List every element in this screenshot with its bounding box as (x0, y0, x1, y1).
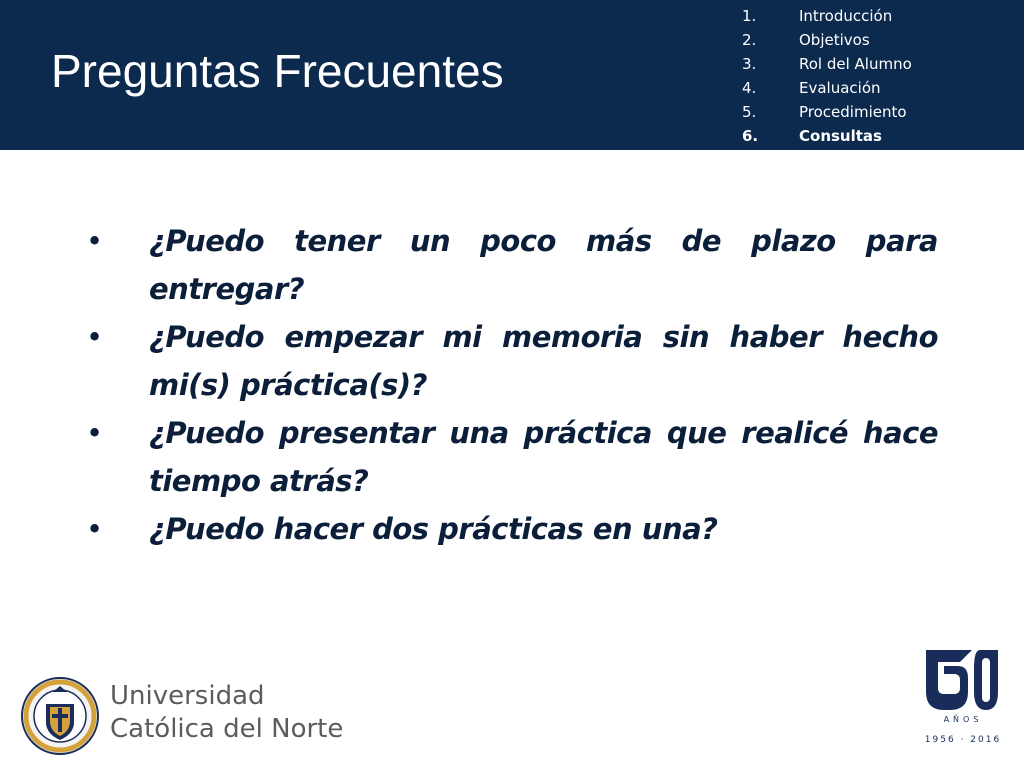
faq-question: ¿Puedo empezar mi memoria sin haber hecho mi(s) práctica(s)? (149, 320, 938, 402)
university-name-line2: Católica del Norte (110, 714, 344, 744)
toc-item[interactable] (742, 100, 912, 124)
toc-label: Evaluación (799, 79, 881, 97)
university-seal-logo (20, 676, 100, 761)
toc-item[interactable] (742, 52, 912, 76)
faq-question: ¿Puedo tener un poco más de plazo para entregar? (149, 224, 938, 306)
toc-number: 5. (742, 103, 757, 121)
faq-list (86, 217, 938, 553)
toc-item[interactable] (742, 4, 912, 28)
bullet-icon: • (86, 512, 103, 546)
faq-item (86, 505, 938, 553)
university-name (110, 680, 343, 746)
page-title: Preguntas Frecuentes (51, 45, 504, 97)
faq-item (86, 217, 938, 313)
bullet-icon: • (86, 416, 103, 450)
toc-number: 6. (742, 127, 759, 145)
toc-number: 2. (742, 31, 757, 49)
toc-label: Introducción (799, 7, 893, 25)
toc-label: Objetivos (799, 31, 870, 49)
toc-item[interactable] (742, 76, 912, 100)
faq-question: ¿Puedo presentar una práctica que realicé hace tiempo atrás? (149, 416, 938, 498)
anniversary-60-logo (924, 648, 1002, 719)
section-index (742, 4, 912, 148)
toc-label: Procedimiento (799, 103, 907, 121)
faq-item (86, 409, 938, 505)
university-name-line1: Universidad (110, 681, 265, 711)
faq-question: ¿Puedo hacer dos prácticas en una? (149, 512, 718, 546)
bullet-icon: • (86, 320, 103, 354)
toc-label: Consultas (799, 127, 882, 145)
toc-number: 1. (742, 7, 757, 25)
faq-item (86, 313, 938, 409)
toc-label: Rol del Alumno (799, 55, 912, 73)
anniversary-word: AÑOS (943, 715, 983, 724)
header-bar (0, 0, 1024, 150)
toc-item-active[interactable] (742, 124, 912, 148)
anniversary-years: 1956 · 2016 (924, 735, 1002, 745)
toc-number: 3. (742, 55, 757, 73)
toc-item[interactable] (742, 28, 912, 52)
toc-number: 4. (742, 79, 757, 97)
bullet-icon: • (86, 224, 103, 258)
